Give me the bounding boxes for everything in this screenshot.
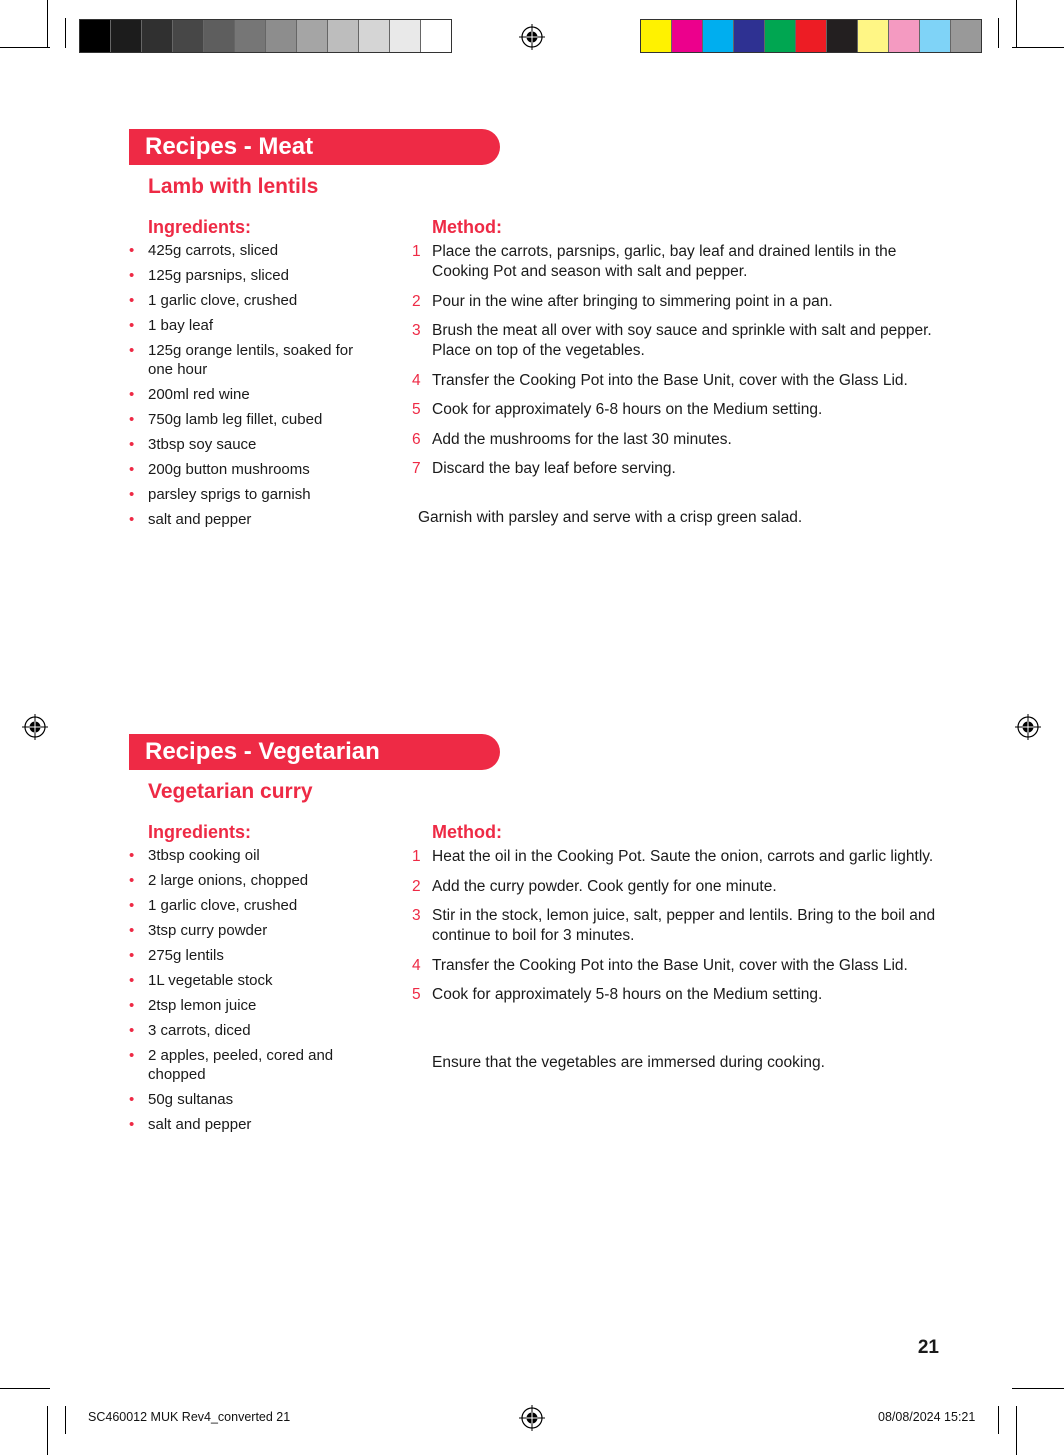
ingredient-item [129, 847, 379, 866]
step-text: Discard the bay leaf before serving. [432, 460, 676, 477]
step-number: 4 [412, 956, 421, 974]
method-step [412, 956, 942, 976]
color-swatch [920, 20, 951, 52]
ingredient-text: 275g lentils [148, 947, 224, 964]
color-swatch [734, 20, 765, 52]
registration-mark-icon [519, 24, 545, 50]
ingredient-item [129, 386, 379, 405]
color-swatch [421, 20, 451, 52]
ingredient-text: salt and pepper [148, 510, 252, 528]
recipe-title: Vegetarian curry [148, 780, 313, 803]
bullet-icon: • [129, 317, 135, 334]
step-text: Stir in the stock, lemon juice, salt, pepper and lentils. Bring to the boil and continue to boil for 3 minutes. [432, 907, 936, 944]
ingredient-text: 125g orange lentils, soaked for one hour [148, 342, 354, 378]
ingredient-item [129, 1116, 379, 1135]
ingredient-text: 50g sultanas [148, 1090, 234, 1108]
crop-mark [1012, 47, 1064, 48]
method-step [412, 906, 942, 946]
color-swatch [173, 20, 204, 52]
registration-mark-icon [1015, 714, 1041, 740]
method-step [412, 459, 942, 479]
step-number: 1 [412, 848, 421, 865]
crop-mark [998, 18, 999, 48]
bullet-icon: • [129, 410, 135, 428]
step-text: Add the curry powder. Cook gently for one minute. [432, 877, 777, 895]
color-swatch [951, 20, 981, 52]
bullet-icon: • [129, 1047, 135, 1064]
method-heading: Method: [432, 822, 502, 842]
ingredient-item [129, 922, 379, 941]
slug-right: 08/08/2024 15:21 [878, 1410, 976, 1424]
step-number: 7 [412, 460, 421, 477]
color-swatch [328, 20, 359, 52]
ingredient-item [129, 461, 379, 480]
ingredient-text: 3tbsp soy sauce [148, 435, 257, 453]
slug-left: SC460012 MUK Rev4_converted 21 [88, 1410, 291, 1424]
ingredient-text: 2tsp lemon juice [148, 997, 257, 1014]
ingredients-list [129, 847, 379, 1141]
crop-mark [0, 1388, 50, 1389]
page-number: 21 [917, 1337, 939, 1358]
crop-mark [998, 1406, 999, 1434]
ingredient-item [129, 1047, 379, 1084]
recipe-title: Lamb with lentils [148, 175, 319, 198]
bullet-icon: • [129, 510, 135, 528]
ingredient-item [129, 1022, 379, 1041]
method-step [412, 430, 942, 450]
ingredients-heading: Ingredients: [148, 217, 252, 237]
color-swatch [827, 20, 858, 52]
method-step [412, 877, 942, 897]
bullet-icon: • [129, 947, 135, 964]
color-swatch [796, 20, 827, 52]
method-step [412, 292, 942, 312]
crop-mark [1016, 1406, 1017, 1455]
ingredients-list [129, 242, 379, 536]
crop-mark [47, 1406, 48, 1455]
registration-mark-icon [22, 714, 48, 740]
crop-mark [1012, 1388, 1064, 1389]
section-header-vegetarian: Recipes - Vegetarian [129, 734, 500, 770]
ingredient-text: 1 garlic clove, crushed [148, 292, 298, 309]
step-number: 3 [412, 322, 421, 339]
step-number: 2 [412, 877, 421, 895]
step-text: Transfer the Cooking Pot into the Base Unit, cover with the Glass Lid. [432, 956, 908, 974]
grayscale-color-bar [79, 19, 452, 53]
registration-mark-icon [519, 1405, 545, 1431]
color-swatch [889, 20, 920, 52]
step-text: Heat the oil in the Cooking Pot. Saute the onion, carrots and garlic lightly. [432, 848, 934, 865]
ingredient-item [129, 997, 379, 1016]
ingredient-item [129, 511, 379, 530]
bullet-icon: • [129, 972, 135, 989]
ingredient-text: 200ml red wine [148, 385, 250, 403]
method-steps [412, 242, 942, 489]
bullet-icon: • [129, 267, 135, 284]
ingredient-text: 1 garlic clove, crushed [148, 897, 298, 914]
step-text: Cook for approximately 6-8 hours on the Medium setting. [432, 401, 823, 418]
step-text: Brush the meat all over with soy sauce and sprinkle with salt and pepper. Place on top of the vegetables. [432, 322, 932, 359]
bullet-icon: • [129, 1115, 135, 1133]
bullet-icon: • [129, 435, 135, 453]
color-swatch [765, 20, 796, 52]
step-number: 3 [412, 907, 421, 924]
step-text: Transfer the Cooking Pot into the Base Unit, cover with the Glass Lid. [432, 371, 908, 389]
ingredient-item [129, 972, 379, 991]
ingredient-text: 200g button mushrooms [148, 460, 310, 478]
ingredient-text: 1L vegetable stock [148, 972, 273, 989]
bullet-icon: • [129, 897, 135, 914]
step-number: 2 [412, 292, 421, 310]
cooking-note: Ensure that the vegetables are immersed during cooking. [432, 1054, 825, 1071]
step-text: Place the carrots, parsnips, garlic, bay leaf and drained lentils in the Cooking Pot and season with salt and pepper. [432, 243, 897, 280]
color-swatch [142, 20, 173, 52]
serving-note: Garnish with parsley and serve with a crisp green salad. [418, 509, 803, 526]
ingredient-text: 3tsp curry powder [148, 922, 268, 939]
ingredient-text: 3 carrots, diced [148, 1022, 251, 1039]
method-heading: Method: [432, 217, 502, 237]
ingredient-item [129, 411, 379, 430]
step-text: Add the mushrooms for the last 30 minutes. [432, 430, 732, 448]
ingredient-item [129, 436, 379, 455]
bullet-icon: • [129, 342, 135, 359]
method-step [412, 400, 942, 420]
ingredient-item [129, 897, 379, 916]
step-number: 1 [412, 243, 421, 260]
bullet-icon: • [129, 1090, 135, 1108]
color-swatch [703, 20, 734, 52]
process-color-bar [640, 19, 982, 53]
ingredient-text: 125g parsnips, sliced [148, 267, 289, 284]
ingredient-item [129, 317, 379, 336]
ingredient-item [129, 242, 379, 261]
ingredient-text: 3tbsp cooking oil [148, 847, 260, 864]
ingredient-item [129, 872, 379, 891]
ingredient-text: 750g lamb leg fillet, cubed [148, 410, 323, 428]
ingredient-item [129, 1091, 379, 1110]
method-step [412, 371, 942, 391]
section-header-meat: Recipes - Meat [129, 129, 500, 165]
ingredients-heading: Ingredients: [148, 822, 252, 842]
bullet-icon: • [129, 997, 135, 1014]
ingredient-text: 2 apples, peeled, cored and chopped [148, 1047, 334, 1083]
bullet-icon: • [129, 292, 135, 309]
method-step [412, 985, 942, 1005]
method-step [412, 321, 942, 361]
step-text: Cook for approximately 5-8 hours on the Medium setting. [432, 986, 823, 1003]
step-number: 4 [412, 371, 421, 389]
crop-mark [65, 1406, 66, 1434]
step-number: 5 [412, 401, 421, 418]
bullet-icon: • [129, 1022, 135, 1039]
ingredient-item [129, 267, 379, 286]
bullet-icon: • [129, 242, 135, 259]
ingredient-text: 2 large onions, chopped [148, 872, 309, 889]
color-swatch [672, 20, 703, 52]
bullet-icon: • [129, 847, 135, 864]
crop-mark [1016, 0, 1017, 48]
color-swatch [297, 20, 328, 52]
bullet-icon: • [129, 385, 135, 403]
ingredient-text: 1 bay leaf [148, 317, 214, 334]
method-step [412, 847, 942, 867]
bullet-icon: • [129, 922, 135, 939]
bullet-icon: • [129, 872, 135, 889]
ingredient-text: parsley sprigs to garnish [148, 485, 311, 503]
color-swatch [111, 20, 142, 52]
bullet-icon: • [129, 460, 135, 478]
method-steps [412, 847, 942, 1015]
ingredient-text: 425g carrots, sliced [148, 242, 279, 259]
step-text: Pour in the wine after bringing to simmering point in a pan. [432, 292, 833, 310]
ingredient-item [129, 292, 379, 311]
color-swatch [359, 20, 390, 52]
color-swatch [204, 20, 235, 52]
ingredient-item [129, 342, 379, 379]
ingredient-item [129, 486, 379, 505]
bullet-icon: • [129, 485, 135, 503]
ingredient-text: salt and pepper [148, 1115, 252, 1133]
step-number: 6 [412, 430, 421, 448]
crop-mark [47, 0, 48, 48]
color-swatch [390, 20, 421, 52]
color-swatch [641, 20, 672, 52]
color-swatch [235, 20, 266, 52]
ingredient-item [129, 947, 379, 966]
color-swatch [80, 20, 111, 52]
step-number: 5 [412, 986, 421, 1003]
color-swatch [266, 20, 297, 52]
color-swatch [858, 20, 889, 52]
crop-mark [0, 47, 50, 48]
crop-mark [65, 18, 66, 48]
method-step [412, 242, 942, 282]
